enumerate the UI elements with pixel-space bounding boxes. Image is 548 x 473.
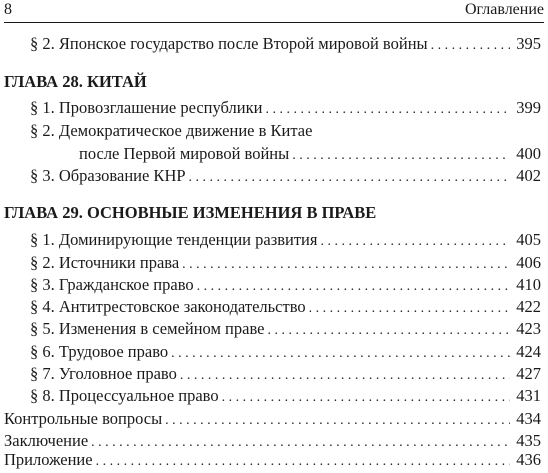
- toc-entry-title: § 3. Гражданское право: [30, 275, 194, 294]
- toc-entry-page: 400: [516, 144, 541, 163]
- leader-dots: [197, 276, 510, 298]
- leader-dots: [431, 35, 510, 57]
- toc-entry: [30, 274, 541, 296]
- toc-entry: [4, 408, 541, 430]
- toc-entry: [30, 363, 541, 385]
- toc-entry-page: 406: [516, 253, 541, 272]
- toc-entry-continuation: [79, 143, 541, 165]
- toc-entry-title: § 2. Демократическое движение в Китае: [30, 121, 313, 140]
- leader-dots: [265, 99, 510, 121]
- page-number: 8: [4, 1, 12, 18]
- toc-entry: [30, 33, 541, 55]
- leader-dots: [189, 167, 510, 189]
- toc-entry-page: 423: [516, 319, 541, 338]
- toc-entry: [30, 385, 541, 407]
- toc-entry: [30, 120, 541, 142]
- toc-entry-page: 395: [516, 34, 541, 53]
- toc-entry-title: § 2. Источники права: [30, 253, 180, 272]
- toc-entry-page: 431: [516, 386, 541, 405]
- leader-dots: [320, 231, 510, 253]
- toc-entry-title: Контрольные вопросы: [4, 409, 163, 428]
- leader-dots: [182, 254, 510, 276]
- toc-entry: [30, 341, 541, 363]
- leader-dots: [292, 145, 510, 167]
- leader-dots: [180, 365, 510, 387]
- toc-entry-title: § 1. Провозглашение республики: [30, 98, 263, 117]
- toc-entry-page: 436: [516, 450, 541, 469]
- chapter-heading: ГЛАВА 29. ОСНОВНЫЕ ИЗМЕНЕНИЯ В ПРАВЕ: [4, 203, 377, 222]
- toc-entry: [30, 165, 541, 187]
- toc-entry: [4, 449, 541, 471]
- toc-entry: [30, 296, 541, 318]
- toc-entry-page: 399: [516, 98, 541, 117]
- leader-dots: [171, 343, 510, 365]
- toc-entry-title: § 3. Образование КНР: [30, 166, 186, 185]
- toc-entry-title: Приложение: [4, 450, 93, 469]
- leader-dots: [165, 410, 510, 432]
- toc-entry-page: 405: [516, 230, 541, 249]
- toc-entry: [30, 229, 541, 251]
- toc-entry: [30, 318, 541, 340]
- toc-entry-title: § 2. Японское государство после Второй мировой войны: [30, 34, 428, 53]
- leader-dots: [222, 387, 510, 409]
- page-header: [4, 0, 544, 23]
- leader-dots: [267, 320, 510, 342]
- toc-entry-title: § 1. Доминирующие тенденции развития: [30, 230, 318, 249]
- toc-entry-title: § 6. Трудовое право: [30, 342, 169, 361]
- toc-entry-page: 422: [516, 297, 541, 316]
- toc-entry-title: § 4. Антитрестовское законодательство: [30, 297, 306, 316]
- toc-entry: [30, 97, 541, 119]
- chapter-heading: ГЛАВА 28. КИТАЙ: [4, 72, 147, 91]
- toc-entry-page: 435: [516, 431, 541, 450]
- toc-entry-page: 410: [516, 275, 541, 294]
- toc-entry-page: 424: [516, 342, 541, 361]
- toc-entry-title: § 8. Процессуальное право: [30, 386, 219, 405]
- leader-dots: [96, 451, 510, 473]
- toc-entry-title-cont: после Первой мировой войны: [79, 144, 290, 163]
- toc-entry-title: Заключение: [4, 431, 89, 450]
- toc-entry-title: § 7. Уголовное право: [30, 364, 177, 383]
- running-title: Оглавление: [464, 1, 544, 18]
- toc-entry: [30, 252, 541, 274]
- leader-dots: [309, 298, 510, 320]
- toc-entry-page: 427: [516, 364, 541, 383]
- toc-entry-page: 402: [516, 166, 541, 185]
- toc-entry-title: § 5. Изменения в семейном праве: [30, 319, 265, 338]
- toc-entry-page: 434: [516, 409, 541, 428]
